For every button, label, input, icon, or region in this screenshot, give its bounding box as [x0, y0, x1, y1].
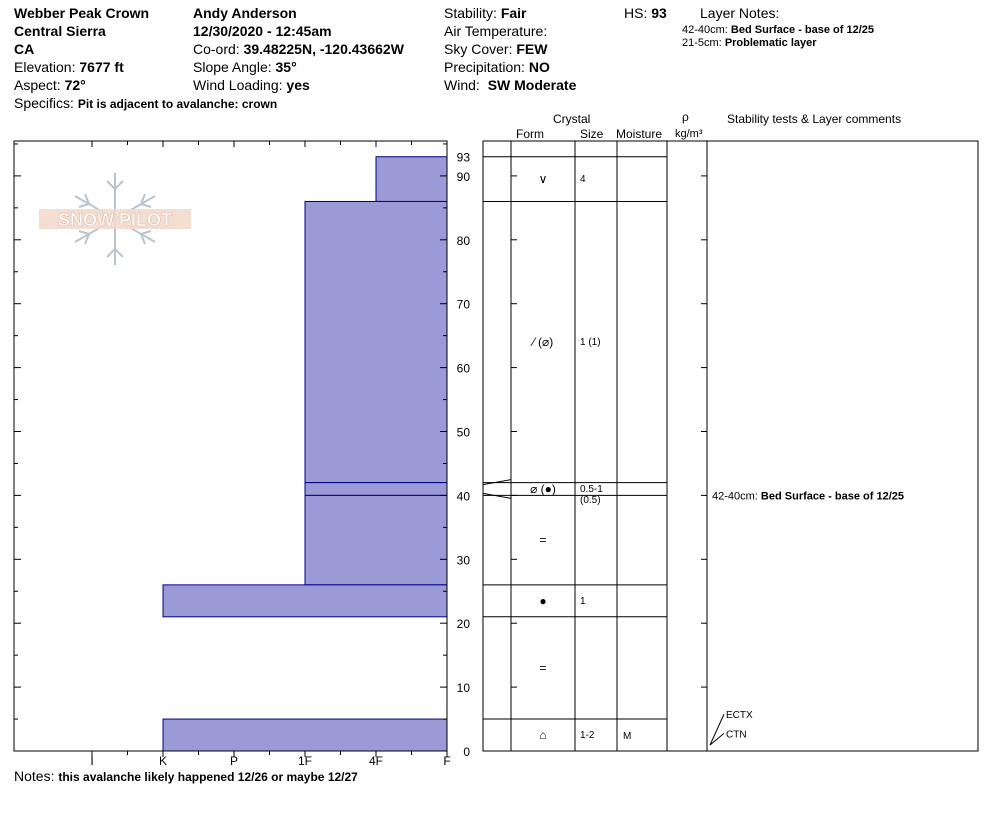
precip-label: Precipitation: [444, 59, 525, 75]
density-unit: kg/m³ [675, 128, 703, 140]
wind-value: SW Moderate [487, 77, 577, 93]
stability-value: Fair [500, 5, 527, 21]
layer-comment-text: Bed Surface - base of 12/25 [760, 490, 904, 503]
moisture-header: Moisture [616, 127, 663, 141]
sky-value: FEW [516, 41, 548, 57]
crystal-size: 1 (1) [580, 337, 601, 349]
layer-comment-range: 42-40cm: [712, 490, 761, 503]
crystal-size: (0.5) [580, 495, 601, 507]
hardness-bar [376, 157, 447, 202]
crystal-form: ⌀ (●) [530, 482, 556, 497]
comments-header: Stability tests & Layer comments [727, 112, 902, 126]
hardness-layers [163, 157, 447, 751]
snowpilot-logo [39, 173, 191, 265]
y-tick-label: 50 [456, 425, 470, 440]
notes-value: this avalanche likely happened 12/26 or maybe 12/27 [58, 770, 358, 784]
crystal-form: ∨ [538, 172, 548, 187]
hardness-label: P [229, 754, 239, 768]
y-tick-label: 60 [456, 361, 470, 376]
slope-value: 35° [275, 59, 297, 75]
y-tick-label: 80 [456, 233, 470, 248]
slope-label: Slope Angle: [193, 59, 272, 75]
hardness-label: I [90, 754, 94, 768]
wind-label: Wind: [444, 77, 480, 93]
crystal-form: ⁄ (⌀) [532, 335, 554, 350]
hardness-label: K [158, 754, 168, 768]
coord-label: Co-ord: [193, 41, 240, 57]
location-name: Webber Peak Crown [14, 5, 150, 21]
y-tick-label: 90 [456, 169, 470, 184]
observer-name: Andy Anderson [193, 5, 297, 21]
y-tick-label: 0 [463, 745, 470, 759]
hardness-bar [305, 495, 447, 584]
crystal-form: = [539, 660, 547, 675]
hardness-label: 1F [297, 754, 313, 768]
hardness-bar [163, 585, 447, 617]
hardness-label: 4F [368, 754, 384, 768]
coord-value: 39.48225N, -120.43662W [243, 41, 404, 57]
specifics-value: Pit is adjacent to avalanche: crown [77, 97, 278, 111]
crystal-size: 1 [580, 595, 586, 607]
crystal-header: Crystal [553, 112, 591, 126]
crystal-form: = [539, 533, 547, 548]
stability-label: Stability: [444, 5, 497, 21]
hardness-bar [305, 201, 447, 482]
notes [14, 767, 358, 786]
notes-label: Notes: [14, 768, 55, 784]
y-tick-label: 10 [456, 681, 470, 696]
crystal-form: ● [539, 593, 547, 608]
aspect-label: Aspect: [14, 77, 61, 93]
layer-table [483, 141, 978, 751]
precip-value: NO [528, 59, 550, 75]
stability-test-label: CTN [726, 729, 747, 741]
wind-loading-value: yes [286, 77, 310, 93]
elevation-value: 7677 ft [79, 59, 124, 75]
hardness-label: F [443, 754, 451, 768]
specifics-label: Specifics: [14, 95, 74, 111]
mountain-range: Central Sierra [14, 23, 106, 39]
y-tick-label: 70 [456, 297, 470, 312]
observation-datetime: 12/30/2020 - 12:45am [193, 23, 332, 39]
crystal-size: 1-2 [580, 730, 595, 742]
layer-comment [712, 490, 904, 502]
crystal-form: ⌂ [539, 728, 547, 743]
stability-test-pointer [710, 714, 724, 745]
table-frame [483, 141, 978, 751]
state: CA [14, 41, 35, 57]
aspect-value: 72° [64, 77, 86, 93]
sky-label: Sky Cover: [444, 41, 513, 57]
crystal-size: 4 [580, 174, 586, 186]
stability-test-label: ECTX [726, 710, 753, 722]
elevation-label: Elevation: [14, 59, 76, 75]
layer-note-range: 21-5cm: [682, 37, 722, 49]
hardness-bar [305, 483, 447, 496]
density-symbol: ρ [682, 110, 689, 124]
y-tick-label: 40 [456, 489, 470, 504]
layer-note-text: Problematic layer [724, 37, 817, 49]
form-header: Form [516, 127, 544, 141]
hs-label: HS: [624, 5, 648, 21]
air-temp-label: Air Temperature: [444, 23, 548, 39]
y-tick-label: 30 [456, 553, 470, 568]
wind-loading-label: Wind Loading: [193, 77, 283, 93]
hs-top-label: 93 [456, 150, 470, 165]
hardness-bar [163, 719, 447, 751]
logo-wordmark: SNOW PILOT [58, 210, 172, 230]
layer-notes-label: Layer Notes: [700, 5, 780, 21]
y-tick-label: 20 [456, 617, 470, 632]
size-header: Size [580, 127, 604, 141]
hs-value: 93 [651, 5, 667, 21]
crystal-size: 0.5-1 [580, 484, 603, 496]
layer-note-text: Bed Surface - base of 12/25 [730, 24, 874, 36]
layer-note-range: 42-40cm: [682, 24, 728, 36]
moisture-value: M [623, 731, 632, 743]
